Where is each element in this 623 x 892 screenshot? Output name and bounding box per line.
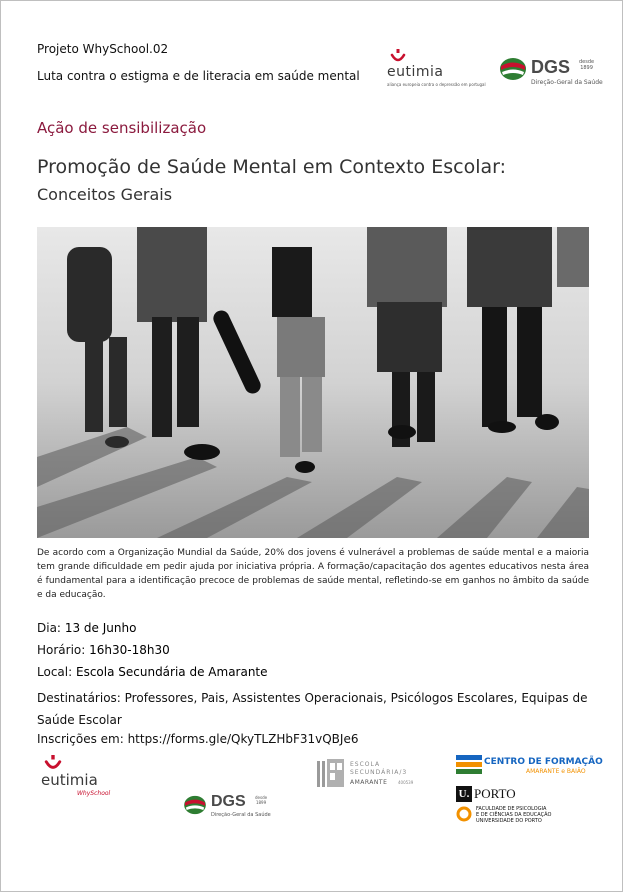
event-time — [37, 643, 170, 657]
eutimia-tagline: aliança europeia contra o depressão em portugal — [387, 82, 486, 87]
fpce-line2: E DE CIÊNCIAS DA EDUCAÇÃO — [476, 812, 552, 818]
escola-code: 400539 — [398, 780, 414, 785]
event-title: Promoção de Saúde Mental em Contexto Escolar: — [37, 156, 506, 178]
dgs-since — [579, 59, 594, 71]
school-building-icon — [316, 757, 346, 789]
date-label: Dia: — [37, 621, 61, 635]
date-value: 13 de Junho — [64, 621, 137, 635]
dgs-emblem-icon — [499, 57, 527, 81]
location-value: Escola Secundária de Amarante — [75, 665, 268, 679]
registration-link[interactable]: Inscrições em: https://forms.gle/QkyTLZHbF31vQBJe6 — [37, 732, 359, 746]
eutimia-smile-icon — [390, 49, 406, 65]
dgs-emblem-icon — [183, 795, 207, 815]
fpce-text — [476, 806, 551, 824]
cf-name: CENTRO DE FORMAÇÃO — [484, 757, 603, 767]
eutimia-logo — [387, 49, 497, 91]
cf-stripes-icon — [456, 755, 482, 775]
time-value: 16h30-18h30 — [89, 643, 170, 657]
project-subtitle: Luta contra o estigma e de literacia em saúde mental — [37, 69, 360, 83]
escola-line3: AMARANTE — [350, 779, 388, 786]
escola-secundaria-logo — [316, 757, 426, 797]
fpce-line1: FACULDADE DE PSICOLOGIA — [476, 806, 547, 812]
porto-name: PORTO — [474, 786, 516, 801]
uporto-u-icon: U. — [456, 786, 472, 802]
dgs-logo-bottom — [183, 793, 283, 819]
photo-illustration — [37, 227, 589, 538]
fpce-line3: UNIVERSIDADE DO PORTO — [476, 818, 542, 824]
escola-line2: SECUNDÁRIA/3 — [350, 769, 408, 776]
eutimia-name: eutimia — [387, 64, 444, 80]
dgs-name: DGS — [211, 793, 246, 810]
dgs-desde-label: desde — [579, 59, 595, 65]
students-walking-photo — [37, 227, 589, 538]
dgs-subtitle: Direção-Geral da Saúde — [211, 812, 271, 818]
dgs-name: DGS — [531, 57, 571, 77]
escola-line1: ESCOLA — [350, 761, 381, 768]
event-audience: Destinatários: Professores, Pais, Assistentes Operacionais, Psicólogos Escolares, Equipas de Saúde Escolar — [37, 691, 588, 727]
event-subtitle: Conceitos Gerais — [37, 185, 173, 204]
whyschool-label: WhySchool — [77, 790, 111, 797]
dgs-desde-label: desde — [255, 795, 268, 800]
dgs-year: 1899 — [255, 800, 267, 805]
dgs-year: 1899 — [580, 65, 593, 71]
project-name: Projeto WhySchool.02 — [37, 42, 169, 56]
fpce-ring-icon — [456, 806, 472, 822]
time-label: Horário: — [37, 643, 86, 657]
dgs-since — [255, 795, 267, 805]
event-type: Ação de sensibilização — [37, 119, 207, 137]
event-location — [37, 665, 268, 679]
centro-formacao-logo — [456, 753, 603, 781]
dgs-logo — [499, 57, 609, 91]
eutimia-whyschool-logo — [41, 755, 121, 805]
uporto-fpce-logo — [456, 786, 596, 828]
cf-subtitle: AMARANTE e BAIÃO — [526, 768, 586, 775]
eutimia-name: eutimia — [41, 771, 98, 789]
event-description: De acordo com a Organização Mundial da Saúde, 20% dos jovens é vulnerável a problemas de saúde mental e a maioria tem grande dificuldade em pedir ajuda por iniciativa própria. A formação/capacitação dos agentes educativos nesta área é fundamental para a identificação precoce de problemas de saúde mental, refletindo-se em ganhos no âmbito da saúde e da educação. — [37, 548, 589, 600]
location-label: Local: — [37, 665, 73, 679]
dgs-subtitle: Direção-Geral da Saúde — [531, 79, 603, 86]
event-date — [37, 621, 136, 635]
